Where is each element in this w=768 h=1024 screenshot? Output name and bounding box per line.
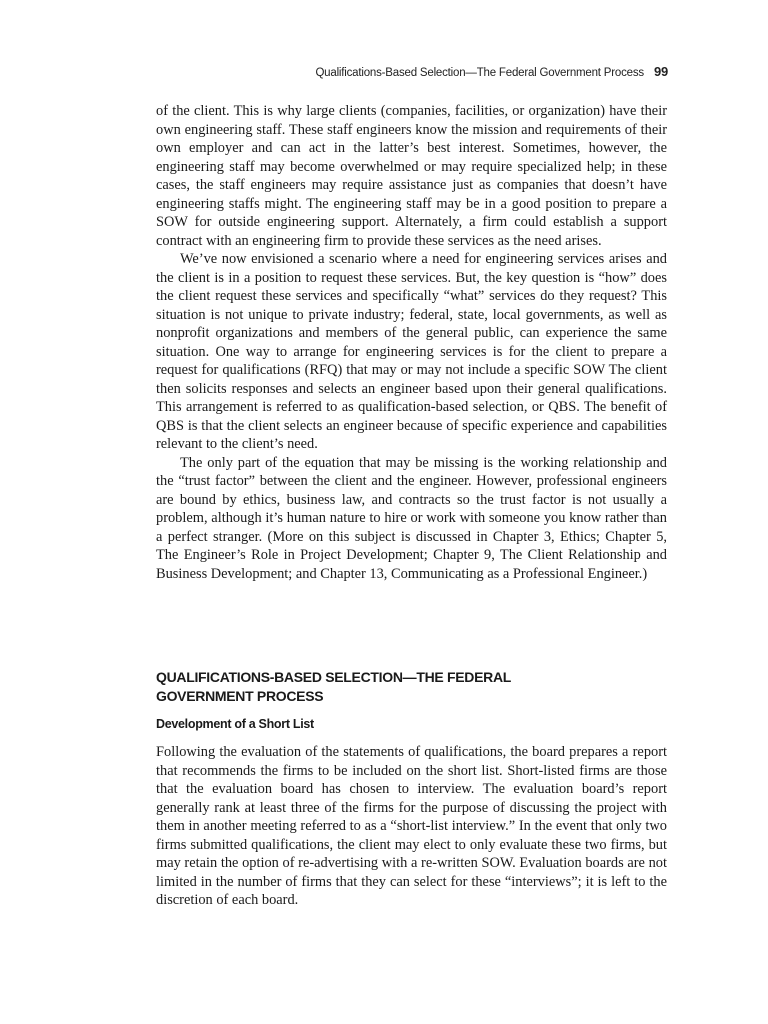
section-heading-line-2: GOVERNMENT PROCESS <box>156 688 324 704</box>
page-number: 99 <box>653 64 668 79</box>
paragraph-trust-factor: The only part of the equation that may be missing is the working relationship and the “trust factor” between the client and the engineer. However, professional engineers are bound by ethics, business law, and contracts so the trust factor is not usually a problem, although it’s human nature to hire or work with someone you know rather than a perfect stranger. (More on this subject is discussed in Chapter 3, Ethics; Chapter 5, The Engineer’s Role in Project Development; Chapter 9, The Client Relationship and Business Development; and Chapter 13, Communicating as a Professional Engineer.) <box>156 454 667 582</box>
body-text-bottom <box>156 743 667 910</box>
section-heading <box>156 668 676 706</box>
running-header-title: Qualifications-Based Selection—The Federal Government Process <box>315 67 644 79</box>
body-text-top <box>156 102 667 583</box>
paragraph-scenario: We’ve now envisioned a scenario where a need for engineering services arises and the client is in a position to request these services. But, the key question is “how” does the client request these services and specifically “what” services do they request? This situation is not unique to private industry; federal, state, local governments, as well as nonprofit organizations and members of the general public, can experience the same situation. One way to arrange for engineering services is for the client to prepare a request for qualifications (RFQ) that may or may not include a specific SOW The client then solicits responses and selects an engineer based upon their general qualifications. This arrangement is referred to as qualification-based selection, or QBS. The benefit of QBS is that the client selects an engineer because of specific experience and capabilities relevant to the client’s need. <box>156 251 667 452</box>
sub-heading: Development of a Short List <box>156 717 314 731</box>
paragraph-short-list: Following the evaluation of the statements of qualifications, the board prepares a report that recommends the firms to be included on the short list. Short-listed firms are those that the evaluation board has chosen to interview. The evaluation board’s report generally rank at least three of the firms for the purpose of discussing the project with them in another meeting referred to as a “short-list interview.” In the event that only two firms submitted qualifications, the client may elect to only evaluate these two firms, but may retain the option of re-advertising with a re-written SOW. Evaluation boards are not limited in the number of firms that they can select for these “interviews”; it is left to the discretion of each board. <box>156 744 667 908</box>
running-header <box>156 64 668 81</box>
paragraph-continued: of the client. This is why large clients (companies, facilities, or organization) have their own engineering staff. These staff engineers know the mission and requirements of their own employer and can act in the latter’s best interest. Sometimes, however, the engineering staff may become overwhelmed or may require specialized help; in these cases, the staff engineers may require assistance just as companies that doesn’t have engineering staffs might. The engineering staff may be in a good position to prepare a SOW for outside engineering support. Alternately, a firm could establish a support contract with an engineering firm to provide these services as the need arises. <box>156 103 667 249</box>
section-heading-line-1: QUALIFICATIONS-BASED SELECTION—THE FEDERAL <box>156 669 512 685</box>
